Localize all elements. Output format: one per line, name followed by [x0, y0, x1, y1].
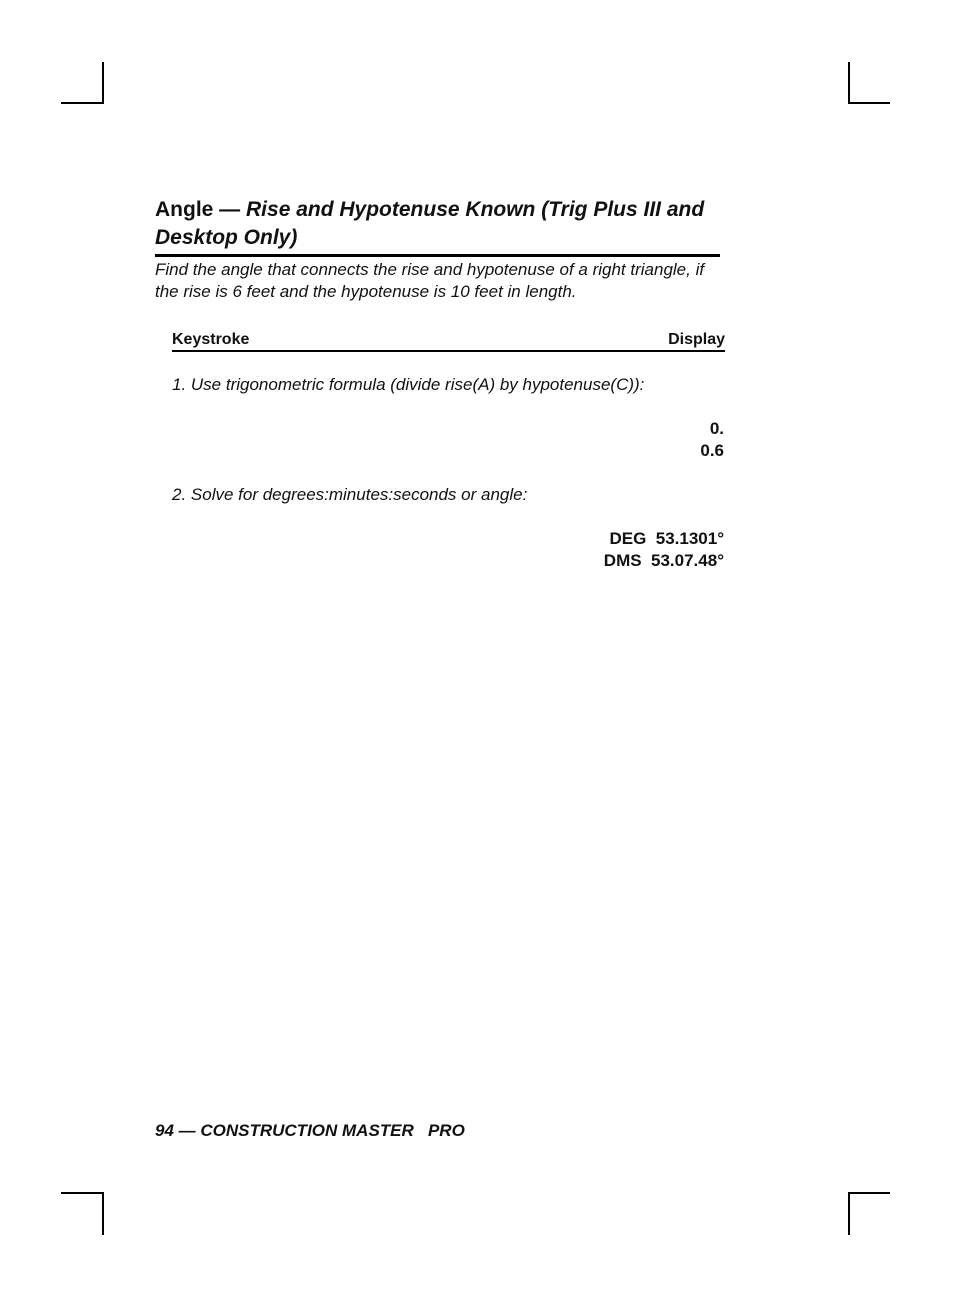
table-header — [172, 330, 725, 352]
step-2-display-1: DEG 53.1301° — [609, 529, 724, 548]
page-footer: 94 — CONSTRUCTION MASTER PRO — [155, 1121, 465, 1140]
crop-mark-top-left-h — [61, 102, 104, 104]
crop-mark-bottom-left-h — [61, 1192, 104, 1194]
step-2-display-2: DMS 53.07.48° — [603, 551, 724, 570]
step-1-display-1: 0. — [709, 419, 724, 438]
page-title — [155, 196, 720, 257]
intro-paragraph: Find the angle that connects the rise and hypotenuse of a right triangle, if the rise is 6 feet and the hypotenuse is 10 feet in length. — [155, 260, 705, 301]
step-1-display-2: 0.6 — [700, 441, 724, 460]
crop-mark-bottom-left-v — [102, 1192, 104, 1235]
title-lead: Angle — — [155, 198, 247, 221]
crop-mark-top-right-h — [848, 102, 890, 104]
crop-mark-bottom-right-v — [848, 1192, 850, 1235]
crop-mark-top-left-v — [102, 62, 104, 104]
crop-mark-top-right-v — [848, 62, 850, 104]
title-subtitle: Rise and Hypotenuse Known (Trig Plus III and Desktop Only) — [155, 198, 705, 249]
step-1-text: 1. Use trigonometric formula (divide rise(A) by hypotenuse(C)): — [172, 375, 645, 394]
keystroke-header: Keystroke — [172, 331, 250, 348]
crop-mark-bottom-right-h — [848, 1192, 890, 1194]
display-header: Display — [668, 331, 725, 348]
step-2-text: 2. Solve for degrees:minutes:seconds or angle: — [172, 485, 528, 504]
